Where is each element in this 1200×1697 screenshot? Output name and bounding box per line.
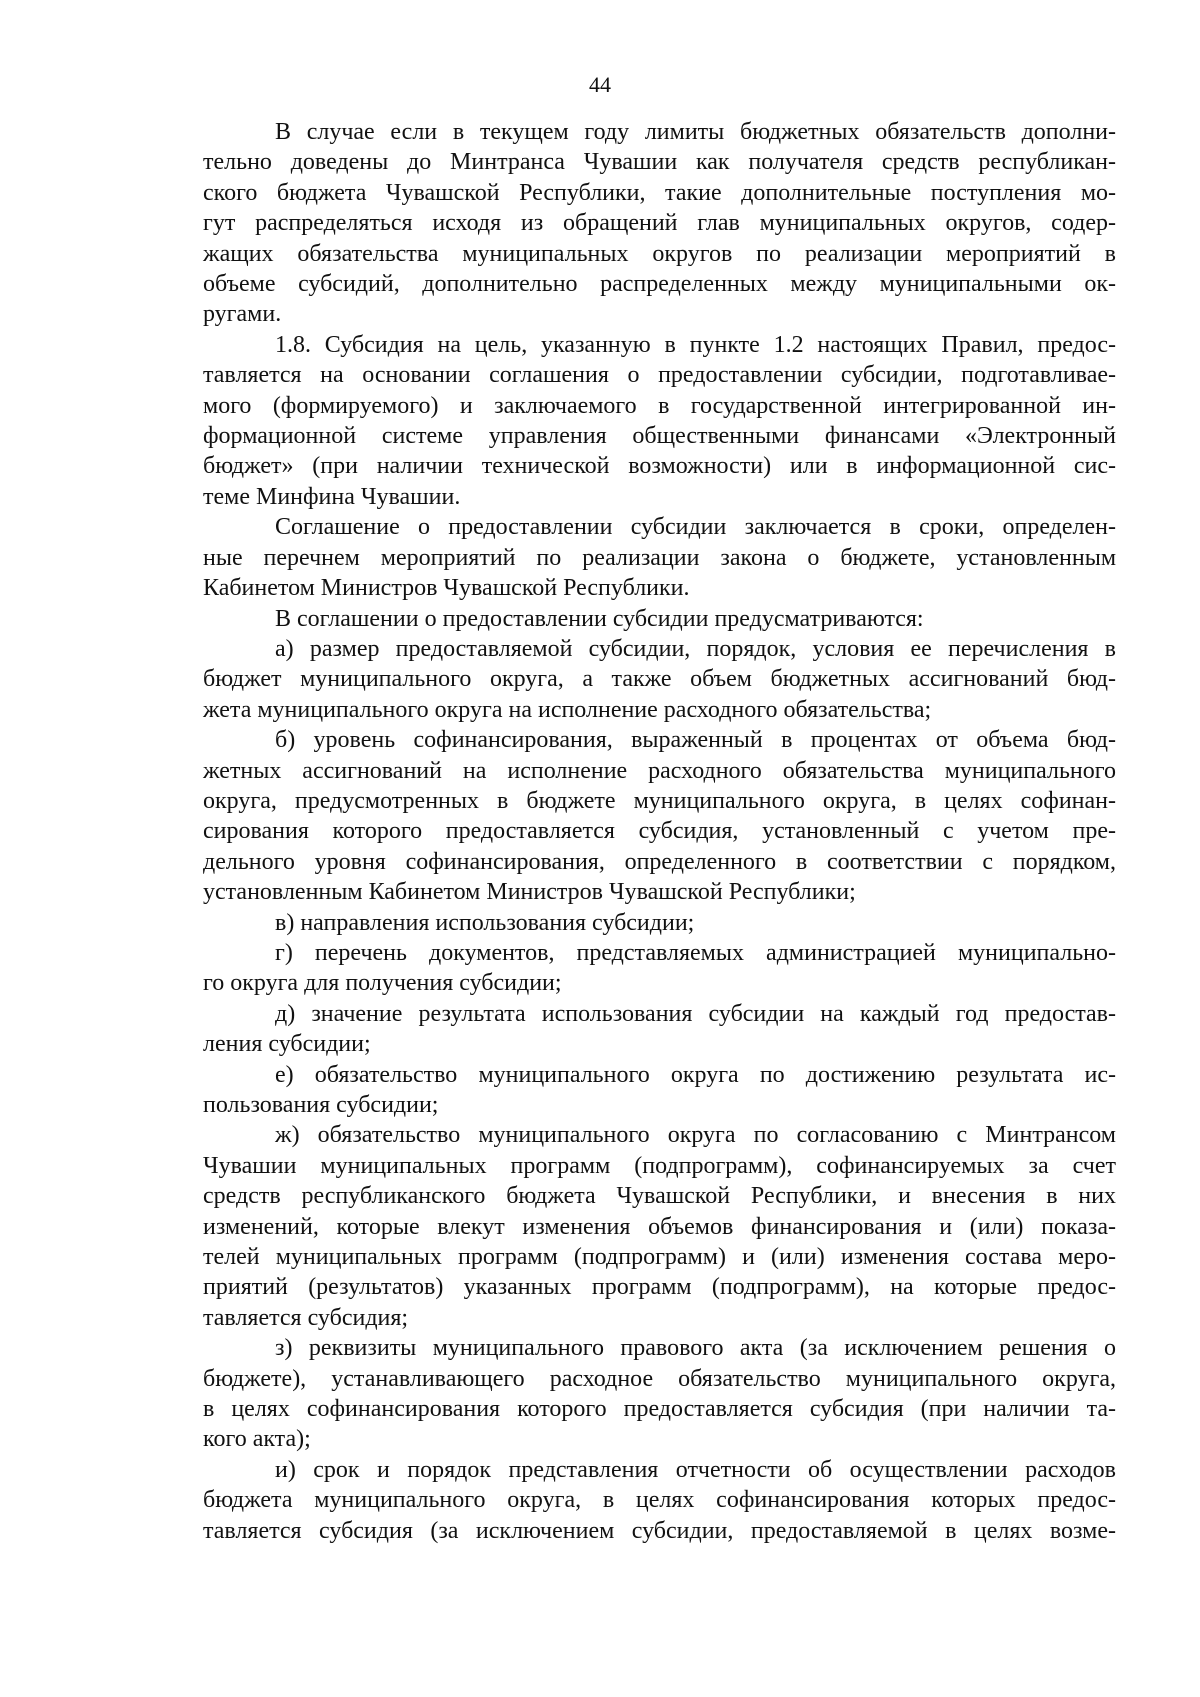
- text-line: телей муниципальных программ (подпрограмм) и (или) изменения состава меро-: [203, 1244, 1116, 1271]
- paragraph: [203, 604, 1116, 634]
- text-line: тавляется на основании соглашения о предоставлении субсидии, подготавливае-: [203, 362, 1116, 389]
- text-line: бюджет» (при наличии технической возможности) или в информационной сис-: [203, 453, 1116, 480]
- text-line: объеме субсидий, дополнительно распределенных между муниципальными ок-: [203, 271, 1116, 298]
- text-line: жащих обязательства муниципальных округов по реализации мероприятий в: [203, 240, 1116, 267]
- text-line: формационной системе управления общественными финансами «Электронный: [203, 423, 1116, 450]
- text-line: д) значение результата использования субсидии на каждый год предостав-: [275, 1000, 1116, 1027]
- text-line: изменений, которые влекут изменения объемов финансирования и (или) показа-: [203, 1213, 1116, 1240]
- text-line: Соглашение о предоставлении субсидии заключается в сроки, определен-: [275, 514, 1116, 541]
- text-line: ского бюджета Чувашской Республики, такие дополнительные поступления мо-: [203, 179, 1116, 206]
- text-line: бюджете), устанавливающего расходное обязательство муниципального округа,: [203, 1365, 1116, 1392]
- text-line: жетных ассигнований на исполнение расходного обязательства муниципального: [203, 757, 1116, 784]
- text-line: гут распределяться исходя из обращений глав муниципальных округов, содер-: [203, 210, 1116, 237]
- text-line: б) уровень софинансирования, выраженный в процентах от объема бюд-: [275, 727, 1116, 754]
- text-line: го округа для получения субсидии;: [203, 970, 562, 997]
- text-line: пользования субсидии;: [203, 1092, 439, 1118]
- text-line: кого акта);: [203, 1426, 311, 1453]
- paragraph: [203, 1120, 1116, 1333]
- text-line: установленным Кабинетом Министров Чувашской Республики;: [203, 879, 856, 906]
- paragraph: [203, 908, 1116, 938]
- text-line: ления субсидии;: [203, 1031, 371, 1058]
- paragraph: [203, 725, 1116, 907]
- text-line: в целях софинансирования которого предоставляется субсидия (при наличии та-: [203, 1396, 1116, 1423]
- text-line: е) обязательство муниципального округа по достижению результата ис-: [275, 1061, 1116, 1088]
- text-line: сирования которого предоставляется субсидия, установленный с учетом пре-: [203, 818, 1116, 845]
- text-line: округа, предусмотренных в бюджете муниципального округа, в целях софинан-: [203, 787, 1116, 814]
- paragraph: [203, 634, 1116, 725]
- text-line: тавляется субсидия (за исключением субсидии, предоставляемой в целях возме-: [203, 1517, 1116, 1544]
- text-line: бюджет муниципального округа, а также объем бюджетных ассигнований бюд-: [203, 666, 1116, 693]
- text-line: ж) обязательство муниципального округа по согласованию с Минтрансом: [275, 1122, 1116, 1149]
- paragraph: [203, 330, 1116, 512]
- paragraph: [203, 999, 1116, 1060]
- text-line: тавляется субсидия;: [203, 1304, 409, 1331]
- text-line: средств республиканского бюджета Чувашской Республики, и внесения в них: [203, 1183, 1116, 1210]
- text-line: бюджета муниципального округа, в целях софинансирования которых предос-: [203, 1487, 1116, 1514]
- text-line: жета муниципального округа на исполнение расходного обязательства;: [203, 696, 932, 723]
- text-line: В соглашении о предоставлении субсидии предусматриваются:: [275, 605, 924, 632]
- paragraph: [203, 1455, 1116, 1546]
- paragraph: [203, 512, 1116, 603]
- text-line: В случае если в текущем году лимиты бюджетных обязательств дополни-: [275, 119, 1116, 145]
- document-body: [203, 117, 1116, 1546]
- text-line: 1.8. Субсидия на цель, указанную в пункте 1.2 настоящих Правил, предос-: [275, 331, 1116, 358]
- page-number: 44: [589, 72, 611, 97]
- paragraph: [203, 1060, 1116, 1121]
- text-line: а) размер предоставляемой субсидии, порядок, условия ее перечисления в: [275, 635, 1116, 662]
- paragraph: [203, 938, 1116, 999]
- text-line: Кабинетом Министров Чувашской Республики.: [203, 575, 690, 602]
- text-line: теме Минфина Чувашии.: [203, 483, 461, 510]
- text-line: г) перечень документов, представляемых администрацией муниципально-: [275, 939, 1116, 966]
- paragraph: [203, 117, 1116, 330]
- text-line: и) срок и порядок представления отчетности об осуществлении расходов: [275, 1456, 1116, 1483]
- paragraph: [203, 1333, 1116, 1455]
- text-line: з) реквизиты муниципального правового акта (за исключением решения о: [275, 1335, 1116, 1362]
- text-line: тельно доведены до Минтранса Чувашии как получателя средств республикан-: [203, 149, 1116, 176]
- text-line: ругами.: [203, 301, 282, 328]
- text-line: в) направления использования субсидии;: [275, 909, 695, 936]
- text-line: дельного уровня софинансирования, определенного в соответствии с порядком,: [203, 848, 1116, 875]
- text-line: приятий (результатов) указанных программ (подпрограмм), на которые предос-: [203, 1274, 1116, 1301]
- text-line: мого (формируемого) и заключаемого в государственной интегрированной ин-: [203, 392, 1116, 419]
- text-line: Чувашии муниципальных программ (подпрограмм), софинансируемых за счет: [203, 1152, 1116, 1179]
- text-line: ные перечнем мероприятий по реализации закона о бюджете, установленным: [203, 544, 1116, 571]
